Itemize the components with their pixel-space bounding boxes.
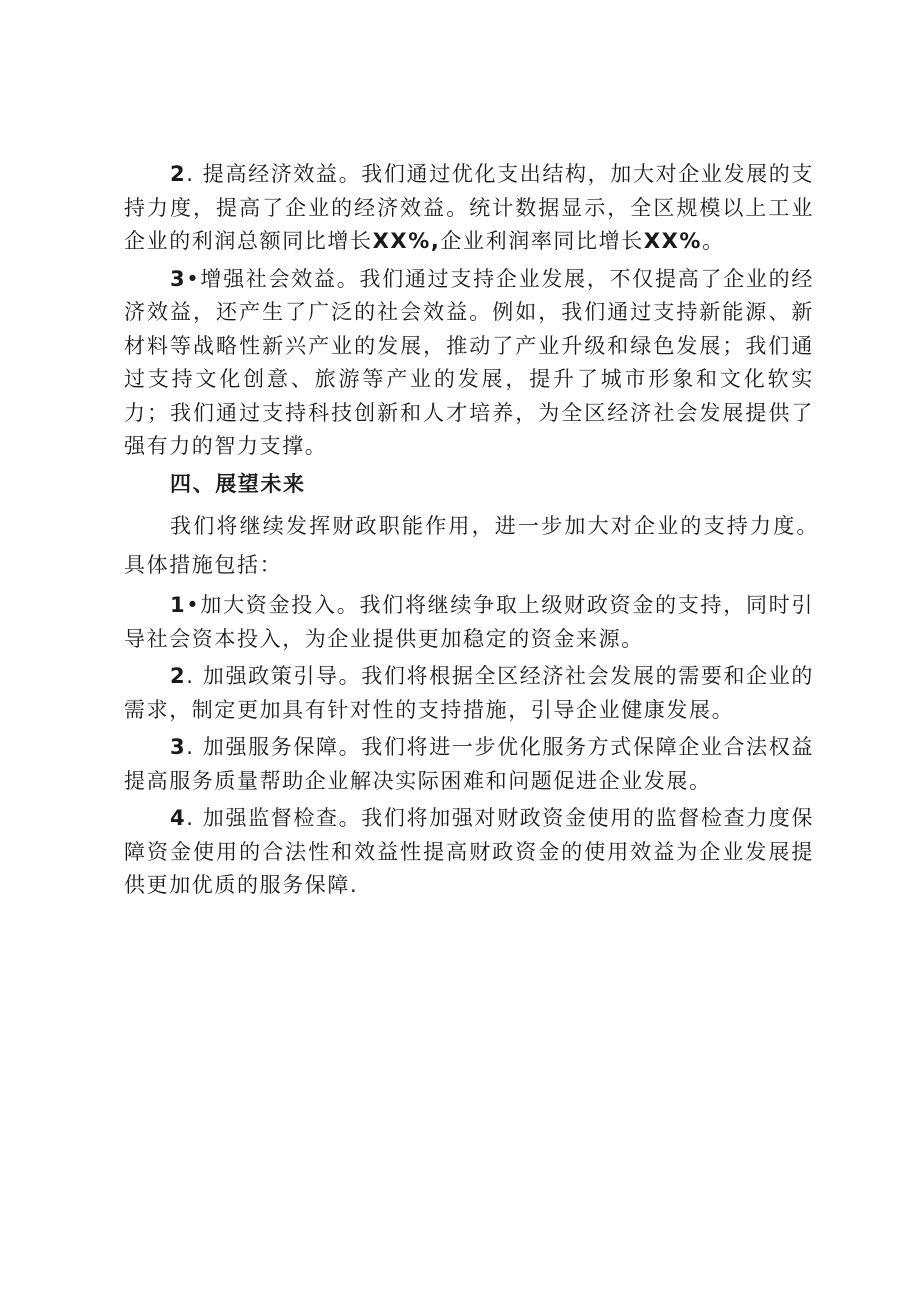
item-number: 1: [170, 593, 187, 617]
item-lead: . 加强监督检查。: [186, 806, 362, 830]
item-number: 4: [170, 806, 187, 830]
measure-funding: [124, 589, 814, 656]
measure-service: [124, 731, 814, 798]
item-text: 我们将继续争取上级财政资金的支持，同时引导社会资本投入，为企业提供更加稳定的资金来源。: [124, 593, 815, 651]
item-number: 3: [170, 266, 187, 291]
measure-policy: [124, 660, 814, 727]
item-number: 2: [170, 664, 187, 688]
item-text: 我们将加强对财政资金使用的监督检查力度保障资金使用的合法性和效益性提高财政资金的使用效益为企业发展提供更加优质的服务保障.: [124, 806, 815, 897]
item-text: 我们通过优化支出结构，加大对企业发展的支持力度，提高了企业的经济效益。统计数据显示，全区规模以上工业企业的利润总额同比增长: [124, 162, 815, 253]
item-lead: . 提高经济效益。: [186, 162, 362, 186]
item-lead: •增强社会效益。: [186, 266, 360, 291]
intro-line: 我们将继续发挥财政职能作用，进一步加大对企业的支持力度。: [170, 514, 820, 538]
item-text: 企业利润率同比增长: [440, 229, 644, 253]
item-lead: •加大资金投入。: [186, 593, 360, 617]
section-heading: 四、展望未来: [170, 471, 306, 496]
item-text: 我们将根据全区经济社会发展的需要和企业的需求，制定更加具有针对性的支持措施，引导企业健康发展。: [124, 664, 815, 722]
item-number: 3: [170, 735, 187, 759]
item-text: 我们将进一步优化服务方式保障企业合法权益提高服务质量帮助企业解决实际困难和问题促进企业发展。: [124, 735, 815, 793]
percent-value: XX%: [643, 229, 703, 253]
item-lead: . 加强服务保障。: [186, 735, 362, 759]
item-number: 2: [170, 162, 187, 186]
measure-supervision: [124, 802, 814, 903]
item-text: 我们通过支持企业发展，不仅提高了企业的经济效益，还产生了广泛的社会效益。例如，我们通过支持新能源、新材料等战略性新兴产业的发展，推动了产业升级和绿色发展；我们通过支持文化创意、旅游等产业的发展，提升了城市形象和文化软实力；我们通过支持科技创新和人才培养，为全区经济社会发展提供了强有力的智力支撑。: [124, 266, 815, 458]
intro-line-continued: 具体措施包括：: [124, 553, 283, 577]
percent-value: XX%,: [372, 229, 441, 253]
item-text: 。: [702, 229, 725, 253]
document-page: [124, 158, 820, 907]
paragraph-economic-benefit: [124, 158, 814, 259]
item-lead: . 加强政策引导。: [186, 664, 362, 688]
paragraph-social-benefit: [124, 263, 814, 464]
